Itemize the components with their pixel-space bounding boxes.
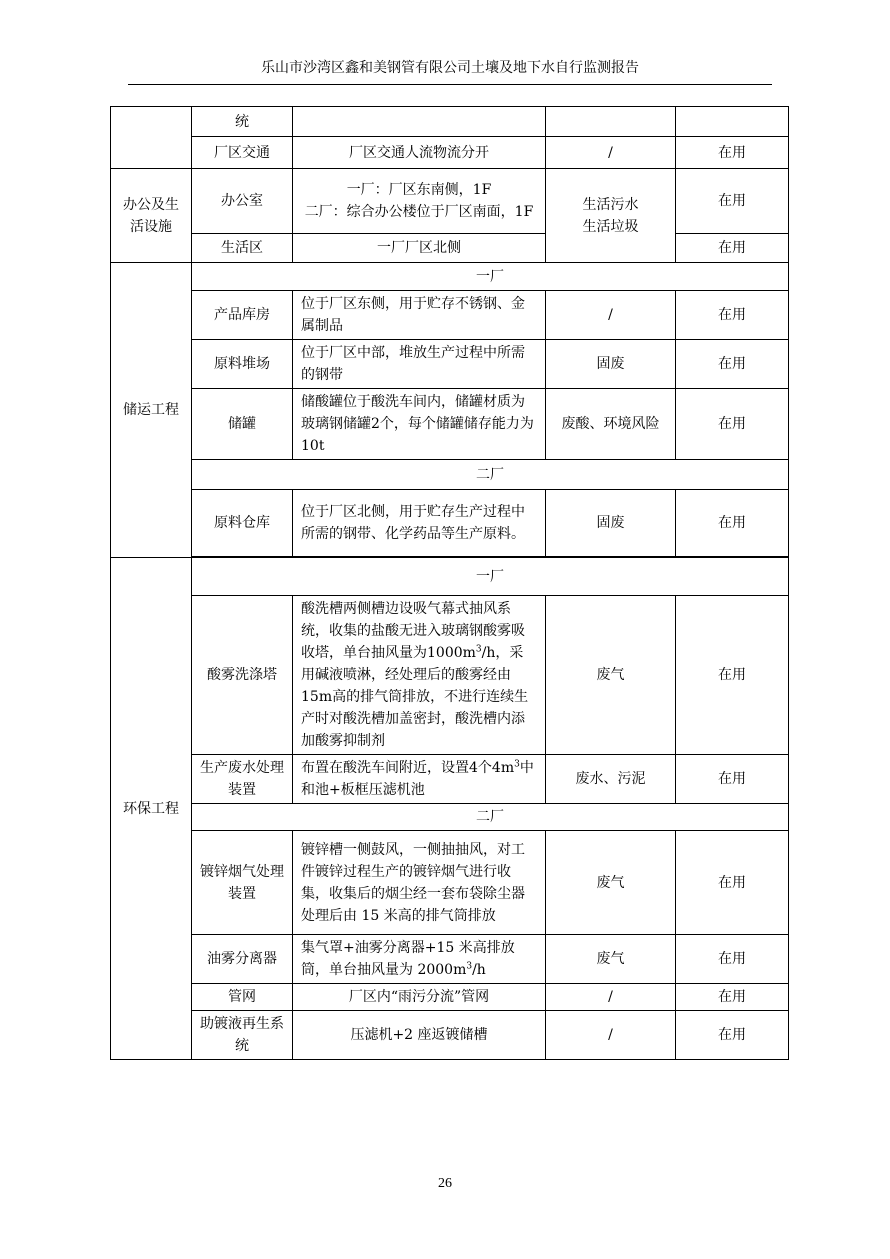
table-row [111, 984, 789, 1011]
table-row [111, 1011, 789, 1060]
table-row [111, 558, 789, 596]
status-cell: 在用 [676, 137, 789, 169]
item-cell: 原料堆场 [192, 340, 293, 389]
desc-cell: 一厂：厂区东南侧，1F 二厂：综合办公楼位于厂区南面，1F [293, 169, 546, 234]
desc-text-a: 布置在酸洗车间附近，设置4个4m [301, 760, 515, 776]
plant-header: 二厂 [192, 804, 789, 831]
pollutant-cell: 废酸、环境风险 [546, 389, 676, 460]
pollutant-cell: 废水、污泥 [546, 755, 676, 804]
table-row [111, 340, 789, 389]
category-cell: 环保工程 [111, 558, 192, 1060]
pollutant-cell: / [546, 137, 676, 169]
page-number: 26 [438, 1176, 452, 1191]
item-cell: 产品库房 [192, 291, 293, 340]
category-cell [111, 107, 192, 169]
status-cell: 在用 [676, 389, 789, 460]
desc-cell: 压滤机+2 座返镀储槽 [293, 1011, 546, 1060]
desc-cell [293, 107, 546, 137]
item-cell: 生活区 [192, 234, 293, 263]
superscript: 3 [475, 644, 482, 655]
superscript: 3 [514, 759, 520, 770]
plant-header: 一厂 [192, 558, 789, 596]
desc-text-b: 中和池+板框压滤机池 [301, 760, 534, 798]
item-cell: 助镀液再生系统 [192, 1011, 293, 1060]
status-cell: 在用 [676, 831, 789, 935]
table-row [111, 137, 789, 169]
desc-cell: 镀锌槽一侧鼓风，一侧抽抽风，对工件镀锌过程生产的镀锌烟气进行收集，收集后的烟尘经一套布袋除尘器处理后由 15 米高的排气筒排放 [293, 831, 546, 935]
item-cell: 统 [192, 107, 293, 137]
table-row [111, 460, 789, 490]
status-cell: 在用 [676, 596, 789, 755]
desc-cell: 储酸罐位于酸洗车间内，储罐材质为玻璃钢储罐2个，每个储罐储存能力为10t [293, 389, 546, 460]
status-cell: 在用 [676, 984, 789, 1011]
table-row [111, 490, 789, 557]
status-cell: 在用 [676, 935, 789, 984]
pollutant-cell: 废气 [546, 935, 676, 984]
item-cell: 管网 [192, 984, 293, 1011]
desc-cell [293, 755, 546, 804]
item-cell: 镀锌烟气处理装置 [192, 831, 293, 935]
desc-cell: 一厂厂区北侧 [293, 234, 546, 263]
desc-text-b: /h，采用碱液喷淋，经处理后的酸雾经由15m高的排气筒排放，不进行连续生产时对酸洗槽加盖密封，酸洗槽内添加酸雾抑制剂 [301, 645, 529, 749]
desc-cell: 厂区内“雨污分流”管网 [293, 984, 546, 1011]
status-cell: 在用 [676, 1011, 789, 1060]
item-cell: 油雾分离器 [192, 935, 293, 984]
desc-cell [293, 596, 546, 755]
table-row [111, 107, 789, 137]
status-cell: 在用 [676, 755, 789, 804]
status-cell: 在用 [676, 291, 789, 340]
desc-text-a: 集气罩+油雾分离器+15 米高排放筒，单台抽风量为 2000m [301, 940, 515, 978]
table-row [111, 755, 789, 804]
table-row [111, 234, 789, 263]
desc-cell: 位于厂区东侧，用于贮存不锈钢、金属制品 [293, 291, 546, 340]
status-cell: 在用 [676, 234, 789, 263]
item-cell: 原料仓库 [192, 490, 293, 557]
desc-text-a: 酸洗槽两侧槽边设吸气幕式抽风系统，收集的盐酸无进入玻璃钢酸雾吸收塔，单台抽风量为1000m [301, 601, 525, 661]
pollutant-cell: 生活污水 生活垃圾 [546, 169, 676, 263]
table-row [111, 169, 789, 234]
table-row [111, 804, 789, 831]
facility-table [110, 106, 789, 1060]
status-cell: 在用 [676, 340, 789, 389]
pollutant-cell: / [546, 984, 676, 1011]
pollutant-cell: 废气 [546, 596, 676, 755]
item-cell: 酸雾洗涤塔 [192, 596, 293, 755]
category-office: 办公及生活设施 [123, 196, 179, 235]
table-row [111, 291, 789, 340]
desc-cell: 厂区交通人流物流分开 [293, 137, 546, 169]
report-header: 乐山市沙湾区鑫和美钢管有限公司土壤及地下水自行监测报告 [128, 58, 772, 85]
desc-cell: 位于厂区中部，堆放生产过程中所需的钢带 [293, 340, 546, 389]
category-cell [111, 169, 192, 263]
pollutant-cell: / [546, 291, 676, 340]
category-cell: 储运工程 [111, 263, 192, 558]
item-cell: 生产废水处理装置 [192, 755, 293, 804]
desc-cell [293, 935, 546, 984]
item-cell: 办公室 [192, 169, 293, 234]
desc-text-b: /h [472, 962, 486, 978]
plant-header: 二厂 [192, 460, 789, 490]
table-row [111, 935, 789, 984]
pollutant-cell: 固废 [546, 490, 676, 557]
plant-header: 一厂 [192, 263, 789, 291]
item-cell: 厂区交通 [192, 137, 293, 169]
desc-cell: 位于厂区北侧，用于贮存生产过程中所需的钢带、化学药品等生产原料。 [293, 490, 546, 557]
table-row [111, 263, 789, 291]
item-cell: 储罐 [192, 389, 293, 460]
status-cell: 在用 [676, 490, 789, 557]
superscript: 3 [466, 961, 473, 972]
table-row [111, 389, 789, 460]
pollutant-cell [546, 107, 676, 137]
status-cell: 在用 [676, 169, 789, 234]
pollutant-cell: 固废 [546, 340, 676, 389]
table-row [111, 831, 789, 935]
pollutant-cell: 废气 [546, 831, 676, 935]
pollutant-cell: / [546, 1011, 676, 1060]
table-row [111, 596, 789, 755]
status-cell [676, 107, 789, 137]
